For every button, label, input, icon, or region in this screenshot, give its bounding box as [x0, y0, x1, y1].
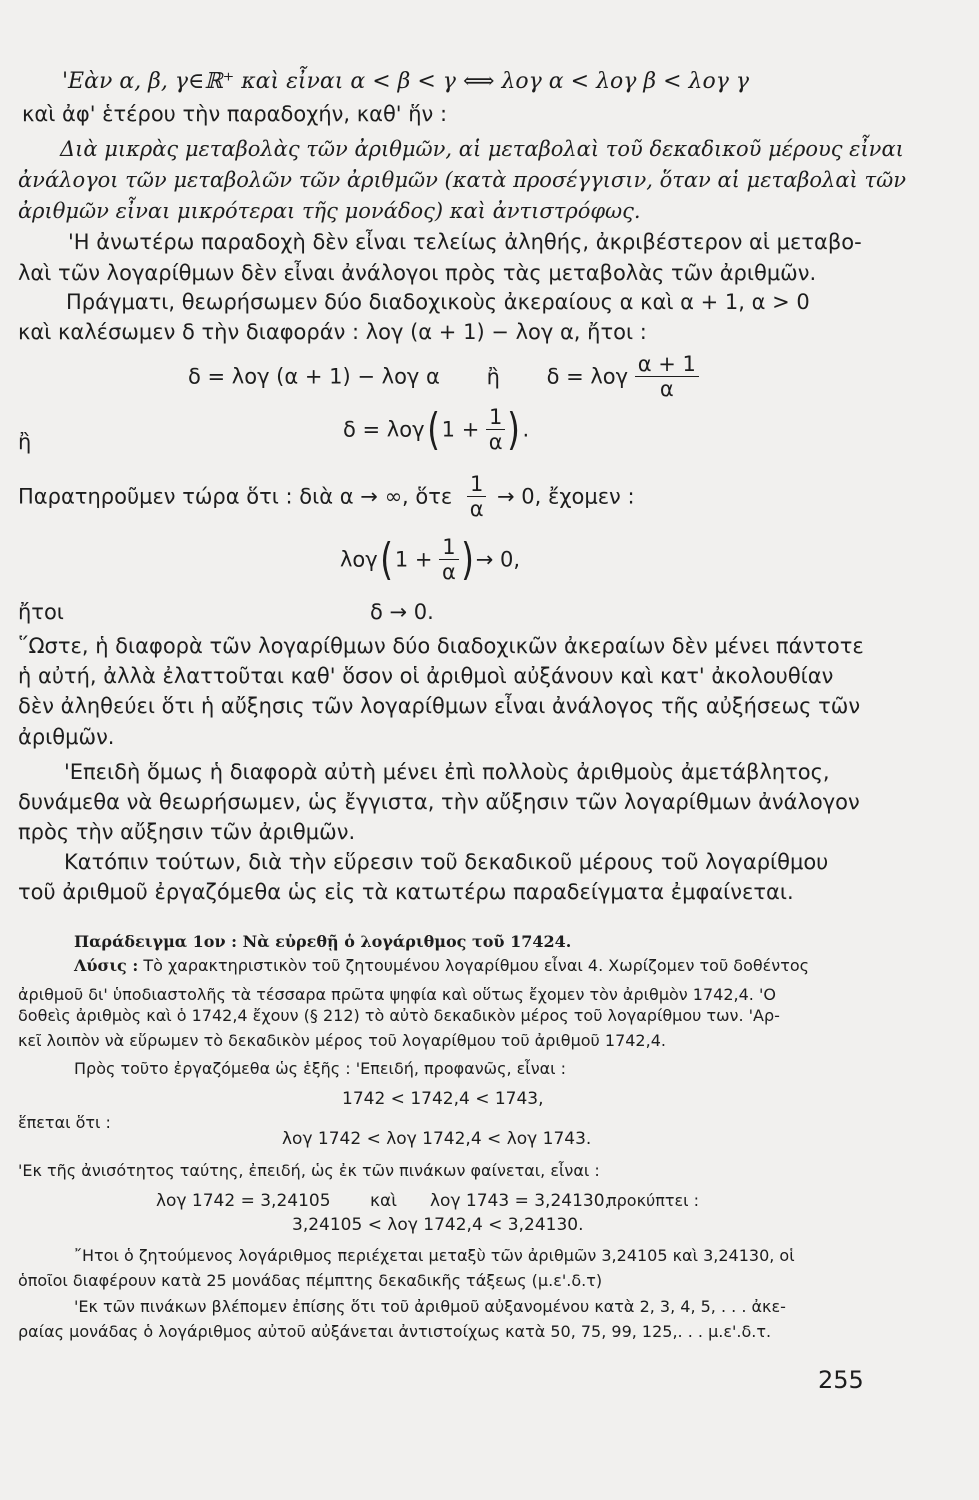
assumption-line-1: Διὰ μικρὰς μεταβολὰς τῶν ἀριθμῶν, αἱ μεταβολαὶ τοῦ δεκαδικοῦ μέρους εἶναι: [60, 137, 904, 161]
eq2-fraction: [486, 405, 505, 454]
text-line-17: τοῦ ἀριθμοῦ ἐργαζόμεθα ὡς εἰς τὰ κατωτέρω παραδείγματα ἐμφαίνεται.: [18, 880, 794, 904]
eq3-prefix: λογ: [340, 547, 378, 572]
text-line-12: ἀριθμῶν.: [18, 725, 115, 749]
right-paren: ): [507, 403, 521, 455]
eq2-inner: 1 +: [441, 417, 480, 442]
text-line-5: 'Η ἀνωτέρω παραδοχὴ δὲν εἶναι τελείως ἀληθής, ἀκριβέστερον αἱ μεταβο-: [68, 230, 862, 254]
eq1-denominator: α: [659, 377, 674, 401]
eq1-left: δ = λογ (α + 1) − λογ α: [188, 364, 440, 389]
solution-line-2: ἀριθμοῦ δι' ὑποδιαστολῆς τὰ τέσσαρα πρῶτα ψηφία καὶ οὕτως ἔχομεν τὸν ἀριθμὸν 1742,4. 'Ο: [18, 985, 776, 1004]
text-line-1: καὶ ἀφ' ἑτέρου τὴν παραδοχήν, καθ' ἥν :: [22, 102, 448, 126]
solution-line-9: 'Εκ τῆς ἀνισότητος ταύτης, ἐπειδή, ὡς ἐκ τῶν πινάκων φαίνεται, εἶναι :: [18, 1161, 600, 1180]
text-line-8: καὶ καλέσωμεν δ τὴν διαφοράν : λογ (α + 1) − λογ α, ἤτοι :: [18, 320, 647, 344]
results-label: προκύπτει :: [607, 1191, 700, 1210]
eq4-text: δ → 0.: [370, 600, 434, 624]
assumption-line-3: ἀριθμῶν εἶναι μικρότεραι τῆς μονάδος) καὶ ἀντιστρόφως.: [18, 199, 641, 223]
left-paren: (: [426, 403, 440, 455]
text-line-14: δυνάμεθα νὰ θεωρήσωμεν, ὡς ἔγγιστα, τὴν αὔξησιν τῶν λογαρίθμων ἀνάλογον: [18, 790, 860, 814]
text-line-16: Κατόπιν τούτων, διὰ τὴν εὕρεσιν τοῦ δεκαδικοῦ μέρους τοῦ λογαρίθμου: [64, 850, 829, 874]
text-line-15: πρὸς τὴν αὔξησιν τῶν ἀριθμῶν.: [18, 820, 356, 844]
equation-delta-2: [343, 405, 529, 454]
solution-line-5: Πρὸς τοῦτο ἐργαζόμεθα ὡς ἑξῆς : 'Επειδή, προφανῶς, εἶναι :: [74, 1059, 567, 1078]
observation-fraction: [467, 472, 486, 521]
page-number: 255: [818, 1366, 864, 1394]
eq1-right-prefix: δ = λογ: [546, 364, 629, 389]
solution-line-16: ὁποῖοι διαφέρουν κατὰ 25 μονάδας πέμπτης δεκαδικῆς τάξεως (μ.ε'.δ.τ): [18, 1271, 603, 1290]
eq2-denominator: α: [488, 430, 503, 454]
limit-equation: [340, 535, 520, 584]
solution-line-18: ραίας μονάδας ὁ λογάριθμος αὐτοῦ αὐξάνεται ἀντιστοίχως κατὰ 50, 75, 99, 125,. . . μ.ε'.δ.τ.: [18, 1322, 772, 1341]
observation-line: [18, 472, 635, 521]
observation-numerator: 1: [467, 472, 486, 497]
solution-label: Λύσις :: [74, 956, 139, 975]
eq3-inner: 1 +: [394, 547, 433, 572]
right-paren: ): [460, 533, 474, 585]
observation-text: Παρατηροῦμεν τώρα ὅτι : διὰ α → ∞, ὅτε: [18, 484, 453, 509]
eq3-fraction: [439, 535, 458, 584]
eq2-label: ἢ: [18, 430, 32, 454]
observation-denominator: α: [469, 497, 484, 521]
eq3-numerator: 1: [439, 535, 458, 560]
eq2-numerator: 1: [486, 405, 505, 430]
eq2-prefix: δ = λογ: [343, 417, 425, 442]
assumption-line-2: ἀνάλογοι τῶν μεταβολῶν τῶν ἀριθμῶν (κατὰ προσέγγισιν, ὅταν αἱ μεταβολαὶ τῶν: [18, 168, 906, 192]
log-1743-value: λογ 1743 = 3,24130,: [430, 1191, 610, 1211]
eq1-numerator: α + 1: [635, 352, 699, 377]
eq3-suffix: → 0,: [475, 547, 521, 572]
solution-line-15: ῎Ητοι ὁ ζητούμενος λογάριθμος περιέχεται μεταξὺ τῶν ἀριθμῶν 3,24105 καὶ 3,24130, οἱ: [74, 1246, 795, 1265]
text-line-7: Πράγματι, θεωρήσωμεν δύο διαδοχικοὺς ἀκεραίους α καὶ α + 1, α > 0: [66, 290, 810, 314]
hence-label: ἕπεται ὅτι :: [18, 1113, 111, 1132]
eq4-label: ἤτοι: [18, 600, 64, 624]
observation-after: → 0, ἔχομεν :: [497, 484, 635, 509]
text-line-9: ῞Ωστε, ἡ διαφορὰ τῶν λογαρίθμων δύο διαδοχικῶν ἀκεραίων δὲν μένει πάντοτε: [18, 634, 864, 658]
log-1742-value: λογ 1742 = 3,24105: [156, 1191, 331, 1211]
solution-line-1: [74, 955, 809, 977]
text-line-11: δὲν ἀληθεύει ὅτι ἡ αὔξησις τῶν λογαρίθμων εἶναι ἀνάλογος τῆς αὐξήσεως τῶν: [18, 694, 861, 718]
text-line-10: ἡ αὐτή, ἀλλὰ ἐλαττοῦται καθ' ὅσον οἱ ἀριθμοὶ αὐξάνουν καὶ κατ' ἀκολουθίαν: [18, 664, 834, 688]
left-paren: (: [379, 533, 393, 585]
inequality-1: 1742 < 1742,4 < 1743,: [342, 1089, 544, 1109]
equation-delta-1: [188, 352, 699, 401]
eq3-denominator: α: [441, 560, 456, 584]
solution-line-17: 'Εκ τῶν πινάκων βλέπομεν ἐπίσης ὅτι τοῦ ἀριθμοῦ αὐξανομένου κατὰ 2, 3, 4, 5, . . . ἀκε-: [74, 1297, 786, 1316]
inequality-2: λογ 1742 < λογ 1742,4 < λογ 1743.: [282, 1129, 592, 1149]
text-line-13: 'Επειδὴ ὅμως ἡ διαφορὰ αὐτὴ μένει ἐπὶ πολλοὺς ἀριθμοὺς ἀμετάβλητος,: [64, 760, 830, 784]
solution-line-3: δοθεὶς ἀριθμὸς καὶ ὁ 1742,4 ἔχουν (§ 212) τὸ αὐτὸ δεκαδικὸν μέρος τοῦ λογαρίθμου των. 'Αρ-: [18, 1006, 780, 1025]
eq1-or: ἢ: [486, 364, 500, 389]
text-line-6: λαὶ τῶν λογαρίθμων δὲν εἶναι ἀνάλογοι πρὸς τὰς μεταβολὰς τῶν ἀριθμῶν.: [18, 261, 817, 285]
eq2-suffix: .: [522, 417, 530, 442]
example-title: Παράδειγμα 1ον : Νὰ εὑρεθῇ ὁ λογάριθμος τοῦ 17424.: [74, 932, 572, 951]
implication-line: 'Εὰν α, β, γ∈ℝ⁺ καὶ εἶναι α < β < γ ⟺ λογ α < λογ β < λογ γ: [62, 69, 750, 94]
inequality-3: 3,24105 < λογ 1742,4 < 3,24130.: [292, 1215, 584, 1235]
solution-line-4: κεῖ λοιπὸν νὰ εὕρωμεν τὸ δεκαδικὸν μέρος τοῦ λογαρίθμου τοῦ ἀριθμοῦ 1742,4.: [18, 1031, 666, 1050]
and-word: καὶ: [370, 1191, 397, 1211]
eq1-fraction: [635, 352, 699, 401]
solution-line-1-text: Τὸ χαρακτηριστικὸν τοῦ ζητουμένου λογαρίθμου εἶναι 4. Χωρίζομεν τοῦ δοθέντος: [143, 956, 810, 975]
